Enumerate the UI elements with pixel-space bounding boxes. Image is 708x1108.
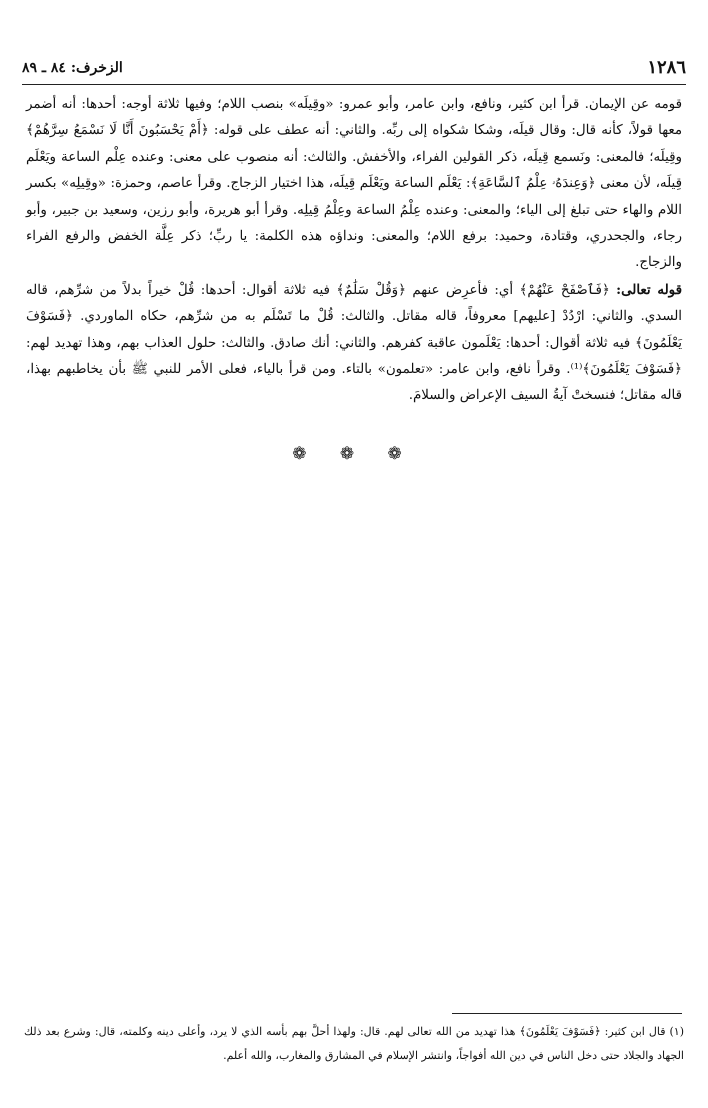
footnote: (١) قال ابن كثير: ﴿فَسَوْفَ يَعْلَمُونَ﴾ هذا تهديد من الله تعالى لهم. قال: ولهذا أحلَّ بهم بأسه الذي لا يرد، وأعلى دينه وكلمته، قال: وشرع بعد ذلك الجهاد والجلاد حتى دخل الناس في دين الله أفواجاً، وانتشر الإسلام في المشارق والمغارب، والله أعلم.	[24, 1025, 684, 1062]
header-divider	[22, 84, 686, 85]
paragraph-2-lead: قوله تعالى:	[616, 281, 682, 298]
section-separator: ❁ ❁ ❁	[292, 444, 416, 464]
surah-reference: الزخرف: ٨٤ ـ ٨٩	[22, 60, 123, 76]
main-text	[26, 92, 682, 410]
page-header	[22, 57, 686, 82]
footnote-divider	[452, 1013, 682, 1014]
page-number: ١٢٨٦	[647, 57, 686, 78]
paragraph-2-text: ﴿فَٱصْفَحْ عَنْهُمْ﴾ أي: فأعرِض عنهم ﴿وَقُلْ سَلَٰمٌ﴾ فيه ثلاثة أقوال: أحدها: قُلْ خيراً بدلاً من شرِّهم، قاله السدي. والثاني: ارْدُدْ [عليهم] معروفاً، قاله مقاتل. والثالث: قُلْ ما تَسْلَم به من شرِّهم، حكاه الماوردي. ﴿فَسَوْفَ يَعْلَمُونَ﴾ فيه ثلاثة أقوال: أحدها: يَعْلَمون عاقبة كفرهم. والثاني: أنك صادق. والثالث: حلول العذاب بهم، وهذا تهديد لهم: ﴿فَسَوْفَ يَعْلَمُونَ﴾⁽¹⁾. وقرأ نافع، وابن عامر: «تعلمون» بالتاء. ومن قرأ بالياء، فعلى الأمر للنبي ﷺ بأن يخاطبهم بهذا، قاله مقاتل؛ فنسختْ آيةُ السيف الإعراض والسلامَ.	[26, 282, 682, 404]
paragraph-2	[26, 277, 682, 410]
paragraph-1: قومه عن الإيمان. قرأ ابن كثير، ونافع، وابن عامر، وأبو عمرو: «وقِيلَه» بنصب اللام؛ وفيها ثلاثة أوجه: أحدها: أنه أضمر معها قولاً، كأنه قال: وقال قيلَه، وشكا شكواه إلى ربِّه. والثاني: أنه عطف على قوله: ﴿أَمْ يَحْسَبُونَ أَنَّا لَا نَسْمَعُ سِرَّهُمْ﴾ وقِيلَه؛ فالمعنى: ونَسمع قِيلَه، ذكر القولين الفراء، والأخفش. والثالث: أنه منصوب على معنى: وعنده عِلْم الساعة ويَعْلَم قِيلَه، لأن معنى ﴿وَعِندَهُۥ عِلْمُ ٱلسَّاعَةِ﴾: يَعْلَم الساعة ويَعْلَم قِيلَه، هذا اختيار الزجاج. وقرأ عاصم، وحمزة: «وقِيلِه» بكسر اللام والهاء حتى تبلغ إلى الياء؛ والمعنى: وعنده عِلْمُ الساعة وعِلْمُ قِيلِه. وقرأ أبو هريرة، وأبو رزين، وسعيد بن جبير، وأبو رجاء، والجحدري، وقتادة، وحميد: برفع اللام؛ والمعنى: ونداؤه هذه الكلمة: يا ربِّ؛ ذكر عِلَّة الخفض والرفع الفراء والزجاج.	[26, 97, 682, 271]
